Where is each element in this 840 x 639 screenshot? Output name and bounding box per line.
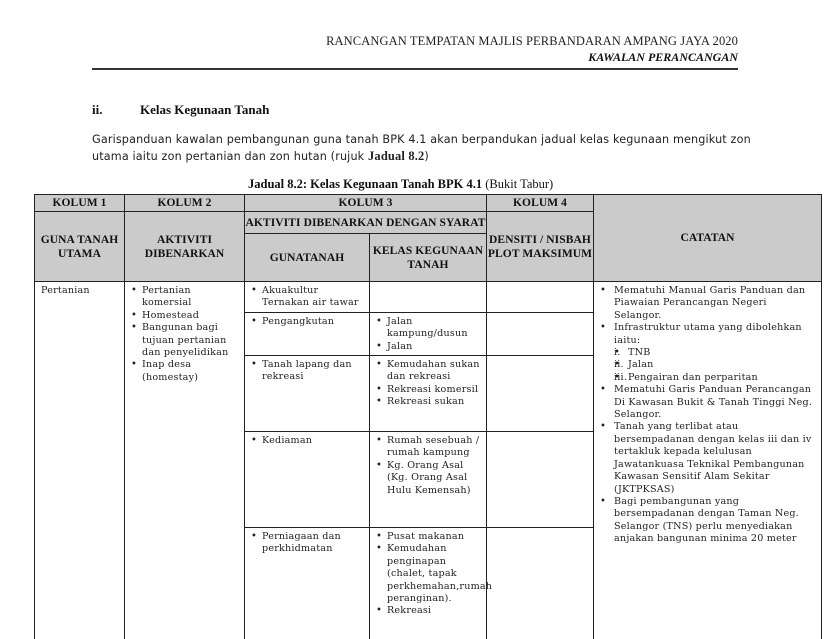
sublist-text: Jalan [628,359,654,371]
sublist-item [614,372,815,384]
list-item: • Kg. Orang Asal (Kg. Orang Asal Hulu Kemensah) [376,460,480,497]
land-use-table [34,194,822,639]
catatan-cell [594,282,822,639]
section-number: ii. [92,102,103,117]
header-gunatanah: GUNATANAH [245,234,370,282]
gunatanah-cell [245,528,370,639]
intro-close: ) [424,150,429,163]
densiti-cell [487,312,594,355]
densiti-cell [487,282,594,313]
densiti-cell [487,356,594,432]
document-title: RANCANGAN TEMPATAN MAJLIS PERBANDARAN AMPANG JAYA 2020 [326,34,738,48]
kelas-cell [370,312,487,355]
sublist-number: • iii. [614,371,628,383]
sublist-number: • ii. [614,359,624,371]
list-item: • Tanah lapang dan rekreasi [251,359,363,384]
densiti-cell [487,528,594,639]
kelas-cell [370,356,487,432]
main-land-use: Pertanian [41,285,90,296]
sublist-item [614,347,815,359]
list-item: • Mematuhi Manual Garis Panduan dan Piawaian Perancangan Negeri Selangor. [600,285,815,322]
table-caption [248,177,553,192]
list-item: • Perniagaan dan perkhidmatan [251,531,363,556]
header-kolum-2: KOLUM 2 [125,195,245,212]
kelas-cell [370,282,487,313]
header-kolum-4: KOLUM 4 [487,195,594,212]
header-guna-tanah-utama: GUNA TANAH UTAMA [35,212,125,282]
intro-text: Garispanduan kawalan pembangunan guna tanah BPK 4.1 akan berpandukan jadual kelas kegunaan mengikut zon utama iaitu zon pertanian dan zon hutan (rujuk [92,133,751,163]
list-item: • Homestead [131,310,238,322]
permitted-activities-cell [125,282,245,639]
sublist-number: • i. [614,347,621,359]
table-row [35,282,822,313]
header-kolum-3: KOLUM 3 [245,195,487,212]
list-item: • Rekreasi komersil [376,384,480,396]
list-item: • Kemudahan penginapan (chalet, tapak perkhemahan,rumah peranginan). [376,543,480,605]
list-item: • Jalan kampung/dusun [376,316,480,341]
header-kelas-kegunaan-tanah: KELAS KEGUNAAN TANAH [370,234,487,282]
header-aktiviti-dibenarkan: AKTIVITI DIBENARKAN [125,212,245,282]
section-heading [92,102,269,118]
table-caption-location: (Bukit Tabur) [482,177,554,191]
page-header [92,33,738,65]
header-divider [92,68,738,70]
infrastructure-sublist [614,347,815,384]
list-item [600,322,815,384]
catatan-list [600,285,815,546]
list-item: • Bagi pembangunan yang bersempadanan dengan Taman Neg. Selangor (TNS) perlu menyediakan anjakan bangunan minima 20 meter [600,496,815,546]
list-item: • Akuakultur Ternakan air tawar [251,285,363,310]
list-item: • Rumah sesebuah / rumah kampung [376,435,480,460]
list-item: • Pengangkutan [251,316,363,328]
gunatanah-cell [245,356,370,432]
gunatanah-cell [245,282,370,313]
kelas-cell [370,528,493,639]
list-item: • Pertanian komersial [131,285,238,310]
list-item: • Inap desa (homestay) [131,359,238,384]
list-item-text: Infrastruktur utama yang dibolehkan iaitu: [614,322,802,346]
sublist-text: Pengairan dan perparitan [628,371,758,383]
header-kolum-1: KOLUM 1 [35,195,125,212]
list-item: • Mematuhi Garis Panduan Perancangan Di Kawasan Bukit & Tanah Tinggi Neg. Selangor. [600,384,815,421]
document-subtitle: KAWALAN PERANCANGAN [588,50,738,64]
list-item: • Jalan [376,341,480,353]
gunatanah-cell [245,312,370,355]
header-catatan: CATATAN [594,195,822,282]
intro-paragraph [92,131,752,165]
permitted-activities-list [131,285,238,384]
list-item: • Tanah yang terlibat atau bersempadanan dengan kelas iii dan iv tertakluk kepada kelulusan Jawatankuasa Teknikal Pembangunan Kawasan Sensitif Alam Sekitar (JKTPKSAS) [600,421,815,495]
header-densiti: DENSITI / NISBAH PLOT MAKSIMUM [487,212,594,282]
list-item: • Kemudahan sukan dan rekreasi [376,359,480,384]
densiti-cell [487,432,594,528]
header-aktiviti-dengan-syarat: AKTIVITI DIBENARKAN DENGAN SYARAT [245,212,487,234]
gunatanah-cell [245,432,370,528]
list-item: • Bangunan bagi tujuan pertanian dan penyelidikan [131,322,238,359]
list-item: • Rekreasi sukan [376,396,480,408]
list-item: • Pusat makanan [376,531,480,543]
table-caption-title: Jadual 8.2: Kelas Kegunaan Tanah BPK 4.1 [248,177,483,191]
section-title: Kelas Kegunaan Tanah [140,102,270,117]
sublist-text: TNB [628,347,651,359]
list-item: • Rekreasi [376,605,480,617]
main-land-use-cell [35,282,125,639]
sublist-item [614,359,815,371]
list-item: • Kediaman [251,435,363,447]
intro-table-reference: Jadual 8.2 [368,149,425,163]
kelas-cell [370,432,487,528]
